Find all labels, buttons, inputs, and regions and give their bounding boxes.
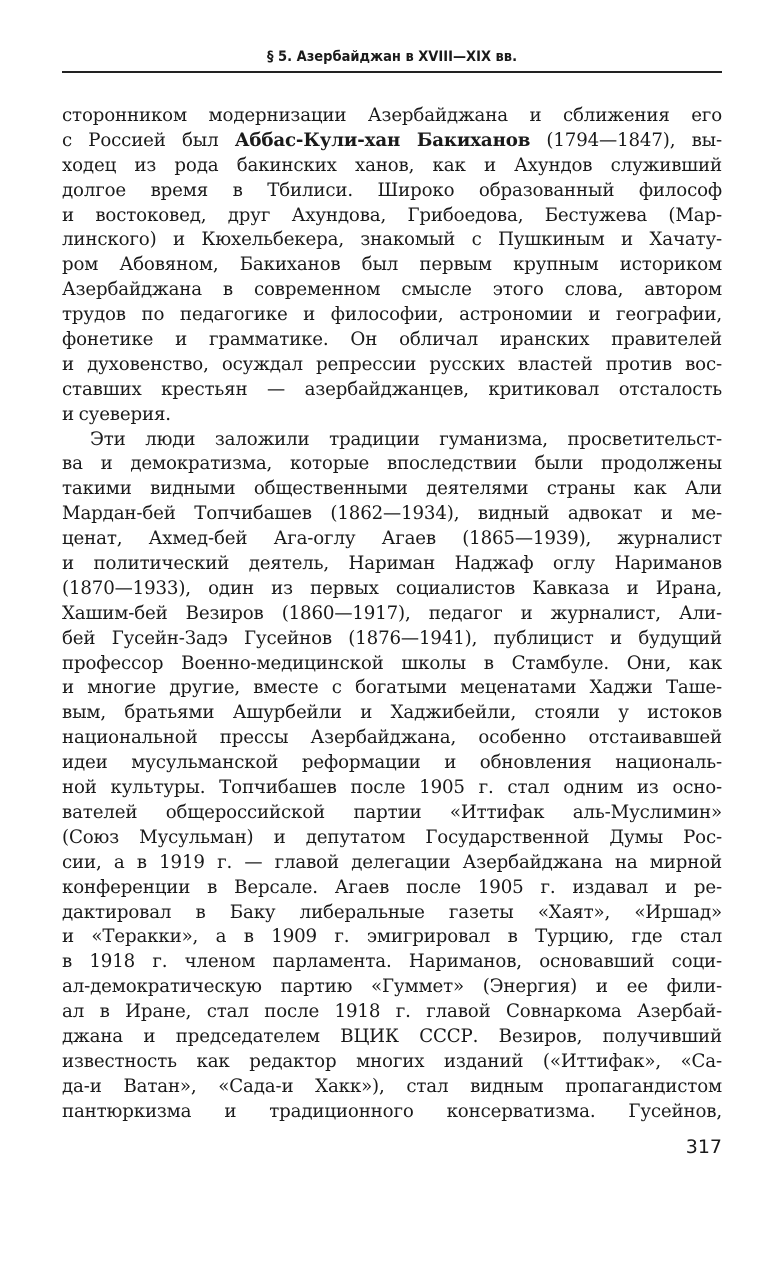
text-line: ал в Иране, стал после 1918 г. главой Совнаркома Азербай-	[62, 1001, 722, 1023]
text-line: в 1918 г. членом парламента. Нариманов, основавший соци-	[62, 951, 722, 973]
text-line: вым, братьями Ашурбейли и Хаджибейли, стояли у истоков	[62, 702, 722, 724]
text-line: ценат, Ахмед-бей Ага-оглу Агаев (1865—1939), журналист	[62, 528, 722, 550]
text-line: линского) и Кюхельбекера, знакомый с Пушкиным и Хачату-	[62, 229, 722, 251]
text-line: национальной прессы Азербайджана, особенно отстаивавшей	[62, 727, 722, 749]
text-line: конференции в Версале. Агаев после 1905 г. издавал и ре-	[62, 876, 722, 898]
text-line: ал-демократическую партию «Гуммет» (Энергия) и ее фили-	[62, 976, 722, 998]
text-line: Мардан-бей Топчибашев (1862—1934), видный адвокат и ме-	[62, 503, 722, 525]
text-line: и суеверия.	[62, 403, 171, 425]
text-line: профессор Военно-медицинской школы в Стамбуле. Они, как	[62, 652, 722, 674]
text-line: (Союз Мусульман) и депутатом Государственной Думы Рос-	[62, 826, 722, 848]
text-line: идеи мусульманской реформации и обновления националь-	[62, 752, 722, 774]
text-line: дактировал в Баку либеральные газеты «Хаят», «Иршад»	[62, 901, 722, 923]
running-header: § 5. Азербайджан в XVIII—XIX вв.	[266, 49, 518, 65]
text-line: пантюркизма и традиционного консерватизма. Гусейнов,	[62, 1100, 722, 1122]
text-line: сии, а в 1919 г. — главой делегации Азербайджана на мирной	[62, 851, 722, 873]
text-line: ва и демократизма, которые впоследствии были продолжены	[62, 453, 722, 475]
text-line: да-и Ватан», «Сада-и Хакк»), стал видным пропагандистом	[62, 1075, 722, 1097]
text-line: и политический деятель, Нариман Наджаф оглу Нариманов	[62, 553, 722, 575]
text-line: и «Теракки», а в 1909 г. эмигрировал в Турцию, где стал	[62, 926, 722, 948]
body-text	[62, 104, 722, 1125]
text-segment: с Россией был	[62, 129, 235, 151]
text-line: сторонником модернизации Азербайджана и сближения его	[62, 105, 722, 126]
text-line: известность как редактор многих изданий («Иттифак», «Са-	[62, 1050, 722, 1072]
text-line: ставших крестьян — азербайджанцев, критиковал отсталость	[62, 378, 722, 400]
text-line	[62, 129, 722, 154]
text-line: (1870—1933), один из первых социалистов Кавказа и Ирана,	[62, 577, 722, 599]
text-line: бей Гусейн-Задэ Гусейнов (1876—1941), публицист и будущий	[62, 627, 722, 649]
text-line: вателей общероссийской партии «Иттифак аль-Муслимин»	[62, 801, 722, 823]
text-line: долгое время в Тбилиси. Широко образованный философ	[62, 179, 722, 201]
text-line: фонетике и грамматике. Он обличал иранских правителей	[62, 329, 722, 351]
text-line: и духовенство, осуждал репрессии русских властей против вос-	[62, 353, 722, 375]
text-line: Эти люди заложили традиции гуманизма, просветительст-	[90, 428, 722, 450]
text-line: трудов по педагогике и философии, астрономии и географии,	[62, 304, 722, 326]
text-segment: (1794—1847), вы-	[530, 129, 722, 151]
text-line: такими видными общественными деятелями страны как Али	[62, 478, 722, 500]
text-line: ходец из рода бакинских ханов, как и Ахундов служивший	[62, 154, 722, 176]
text-line: джана и председателем ВЦИК СССР. Везиров, получивший	[62, 1025, 722, 1047]
text-line: Хашим-бей Везиров (1860—1917), педагог и журналист, Али-	[62, 602, 722, 624]
text-line: и востоковед, друг Ахундова, Грибоедова, Бестужева (Мар-	[62, 204, 722, 226]
text-line: и многие другие, вместе с богатыми меценатами Хаджи Таше-	[62, 677, 722, 699]
bold-name: Аббас-Кули-хан Бакиханов	[234, 129, 531, 151]
text-line: ной культуры. Топчибашев после 1905 г. стал одним из осно-	[62, 777, 722, 799]
text-line: Азербайджана в современном смысле этого слова, автором	[62, 279, 722, 301]
text-line: ром Абовяном, Бакиханов был первым крупным историком	[62, 254, 722, 276]
header-rule	[62, 71, 722, 73]
page-number: 317	[685, 1136, 722, 1158]
